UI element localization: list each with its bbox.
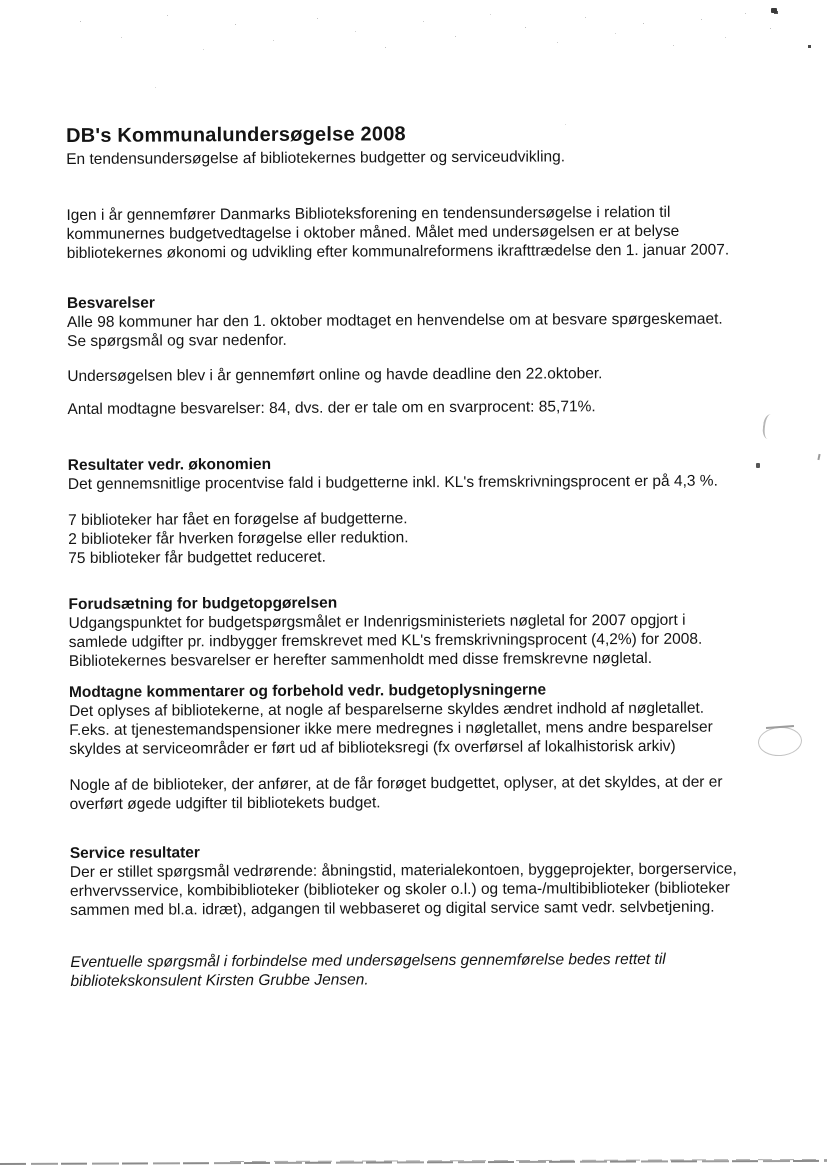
section-heading: Besvarelser <box>66 294 155 312</box>
paragraph: Antal modtagne besvarelser: 84, dvs. der er tale om en svarprocent: 85,71%. <box>67 398 596 418</box>
closing-note: Eventuelle spørgsmål i forbindelse med undersøgelsens gennemførelse bedes rettet til bibliotekskonsulent Kirsten Grubbe Jensen. <box>70 950 666 990</box>
paragraph: Det oplyses af bibliotekerne, at nogle af besparelserne skyldes ændret indhold af nøgletallet. F.eks. at tjenestemandspensioner ikke mere medregnes i nøgletallet, mens andre besparelser skyldes at serviceområder er ført ud af biblioteksregi (fx overførsel af lokalhistorisk arkiv) <box>69 699 713 758</box>
page-subtitle: En tendensundersøgelse af bibliotekernes budgetter og serviceudvikling. <box>66 148 566 168</box>
paragraph: 7 biblioteker har fået en forøgelse af budgetterne. 2 biblioteker får hverken forøgelse eller reduktion. 75 biblioteker får budgettet reduceret. <box>68 510 409 567</box>
section-heading: Resultater vedr. økonomien <box>67 455 272 474</box>
page-title: DB's Kommunalundersøgelse 2008 <box>66 123 406 147</box>
scan-noise-speckles <box>25 9 26 10</box>
paragraph: Der er stillet spørgsmål vedrørende: åbningstid, materialekontoen, byggeprojekter, borgerservice, erhvervsservice, kombibiblioteker (biblioteker og skoler o.l.) og tema-/multibiblioteker (biblioteker sammen med bl.a. idræt), adgangen til webbaseret og digital service samt vedr. selvbetjening. <box>69 860 737 919</box>
scan-artifact-tick <box>817 454 820 460</box>
paragraph: Alle 98 kommuner har den 1. oktober modtaget en henvendelse om at besvare spørgeskemaet. Se spørgsmål og svar nedenfor. <box>66 310 723 350</box>
section-forudsaetning <box>68 591 792 671</box>
section-heading: Forudsætning for budgetopgørelsen <box>68 594 338 613</box>
paragraph: Det gennemsnitlige procentvise fald i budgetterne inkl. KL's fremskrivningsprocent er på 4,3 %. <box>67 472 718 493</box>
paragraph: Udgangspunktet for budgetspørgsmålet er Indenrigsministeriets nøgletal for 2007 opgjort i samlede udgifter pr. indbygger fremskrevet med KL's fremskrivningsprocent (4,2%) for 2008. Bibliotekernes besvarelser er herefter sammenholdt med disse fremskrevne nøgletal. <box>68 611 703 670</box>
section-service-resultater <box>70 840 794 920</box>
paragraph: Nogle af de biblioteker, der anfører, at de får forøget budgettet, oplyser, at det skyldes, at der er overført øgede udgifter til bibliotekets budget. <box>69 773 723 813</box>
section-besvarelser <box>67 290 792 419</box>
scan-artifact-dot <box>808 45 811 48</box>
scan-artifact-blob <box>771 8 777 13</box>
intro-paragraph: Igen i år gennemfører Danmarks Biblioteksforening en tendensundersøgelse i relation til kommunernes budgetvedtagelse i oktober måned. Målet med undersøgelsen er at belyse bibliotekernes økonomi og udvikling efter kommunalreformens ikrafttrædelse den 1. januar 2007. <box>66 203 730 262</box>
section-modtagne-kommentarer <box>69 679 794 814</box>
section-resultater-okonomien <box>68 452 793 568</box>
document-content <box>66 121 795 991</box>
section-heading: Modtagne kommentarer og forbehold vedr. budgetoplysningerne <box>68 681 547 701</box>
section-heading: Service resultater <box>69 844 200 862</box>
paragraph: Undersøgelsen blev i år gennemført online og havde deadline den 22.oktober. <box>67 365 603 385</box>
